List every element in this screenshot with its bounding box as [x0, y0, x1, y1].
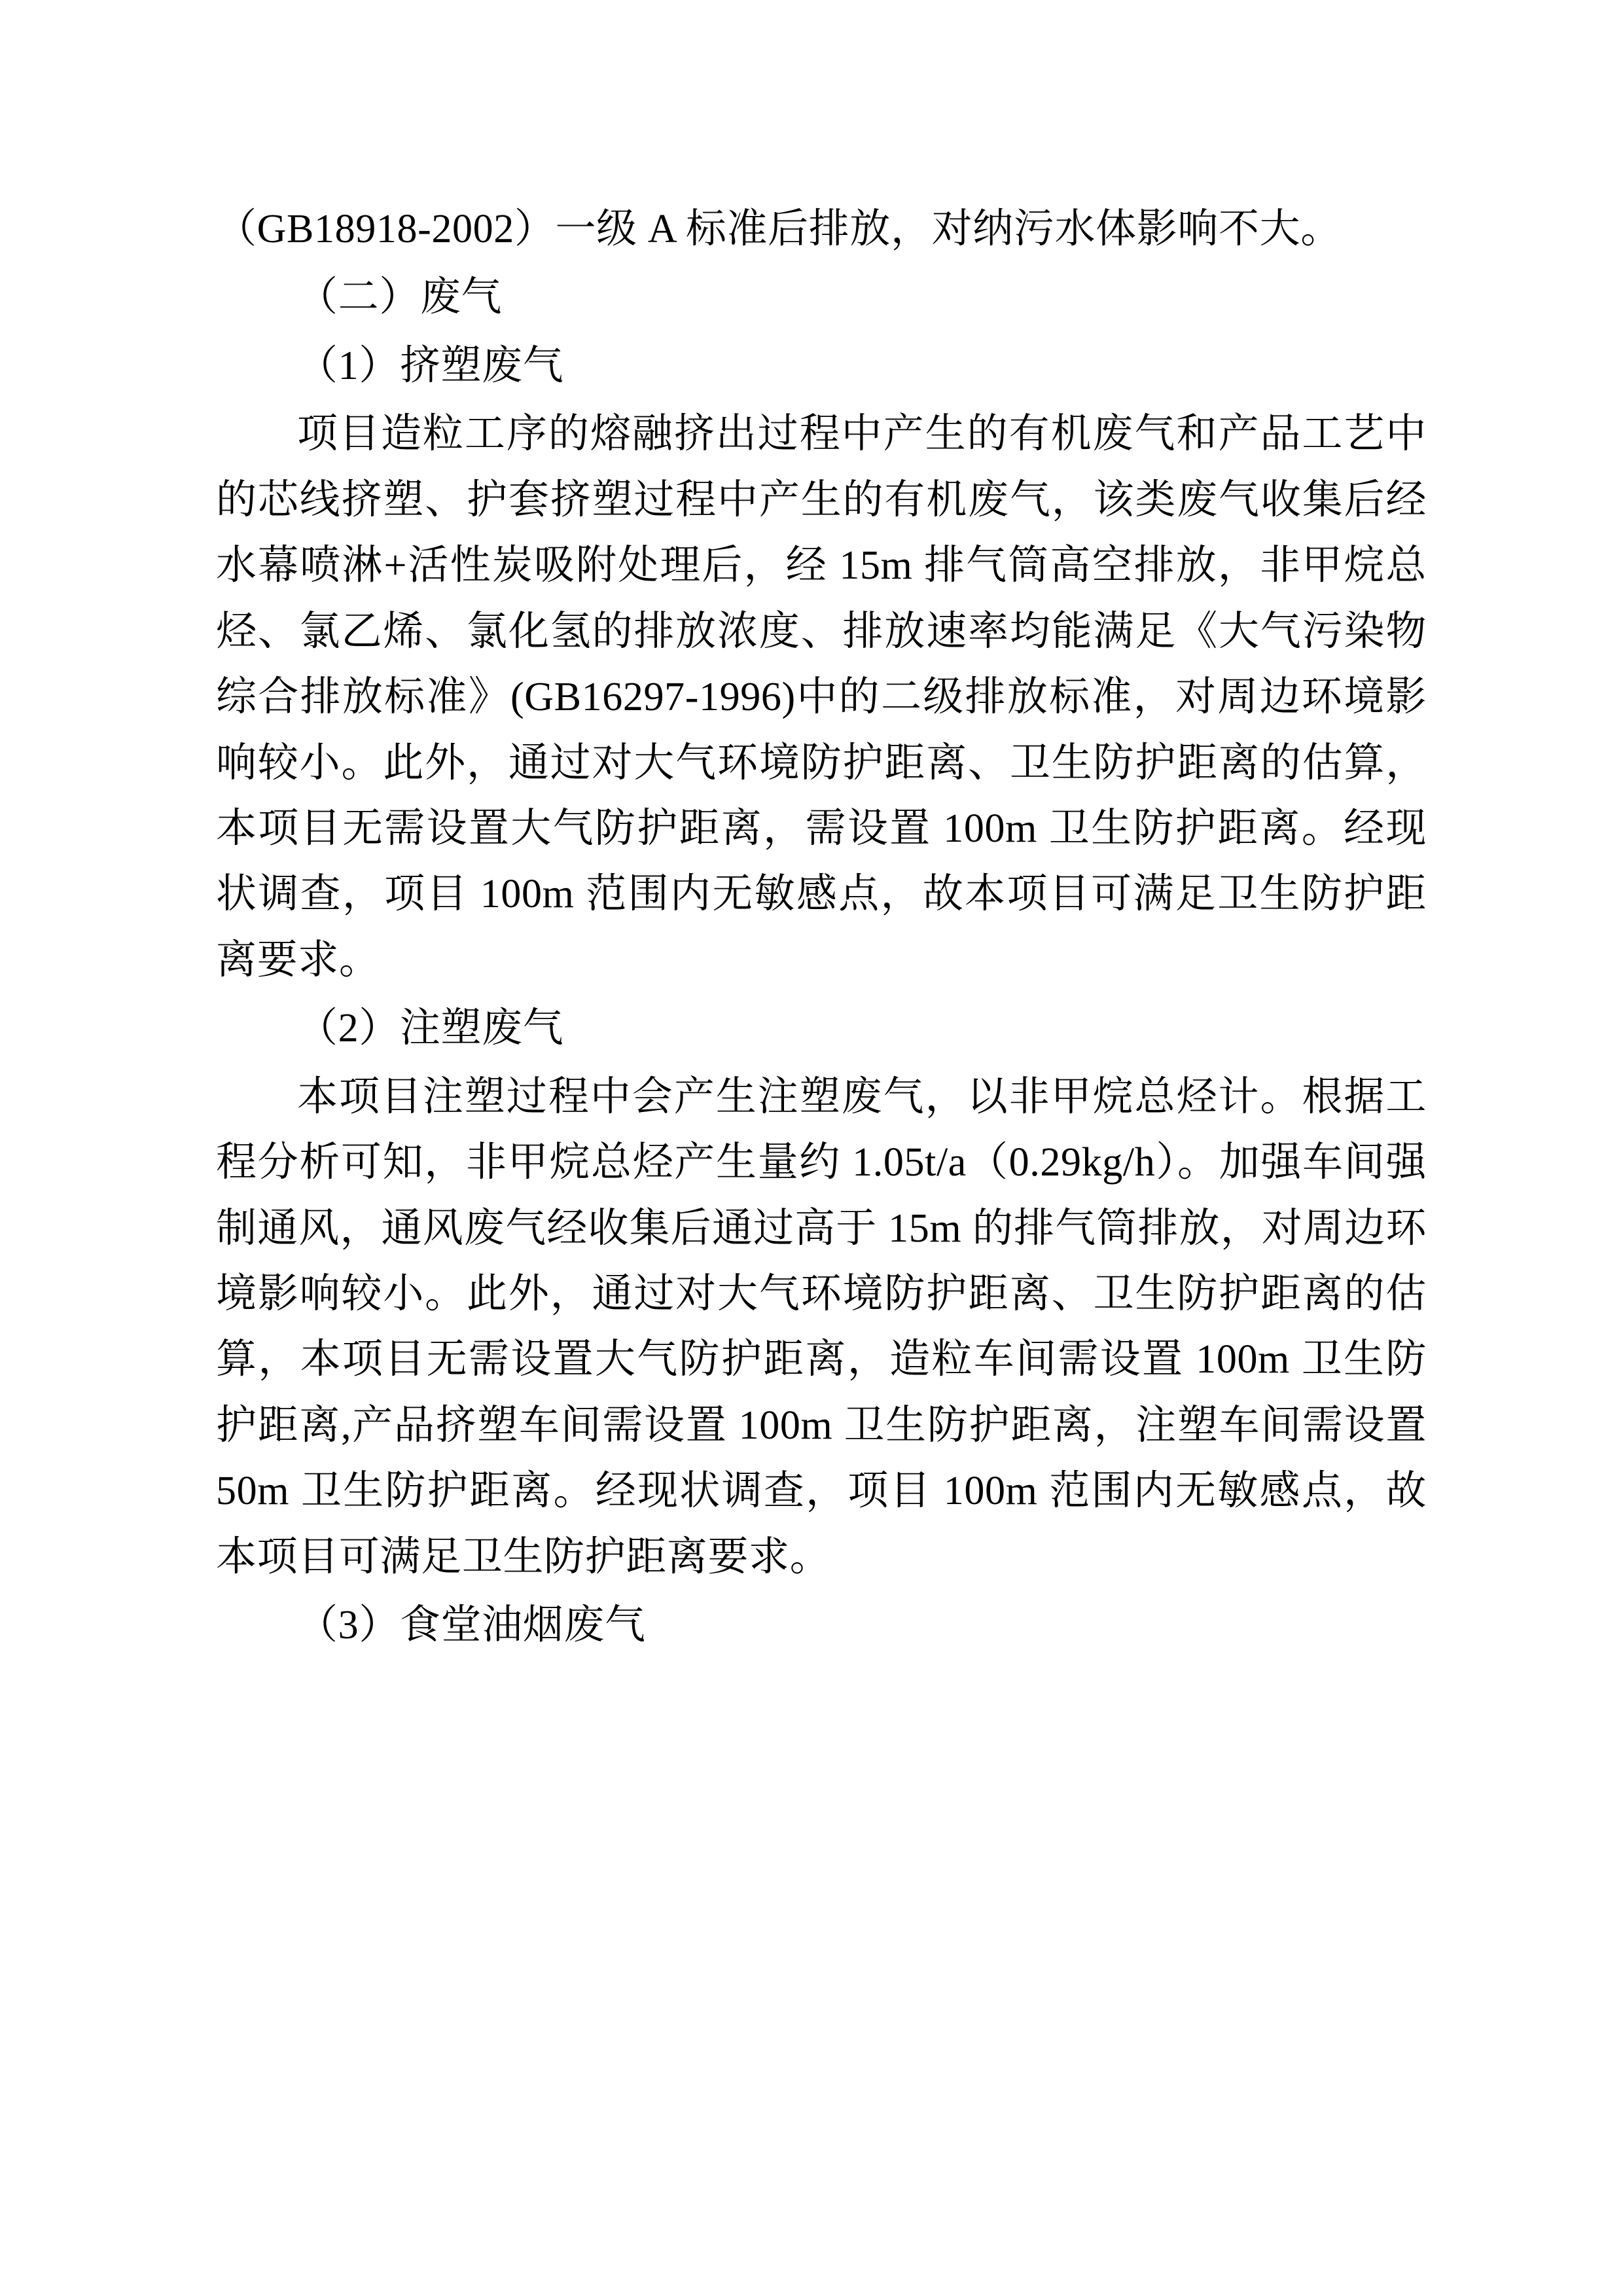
heading-canteen-fume-waste-gas: （3）食堂油烟废气	[297, 1603, 646, 1648]
document-body	[216, 196, 1427, 1659]
heading-extrusion-waste-gas: （1）挤塑废气	[297, 343, 564, 388]
heading-waste-gas: （二）废气	[297, 275, 503, 320]
heading-injection-waste-gas: （2）注塑废气	[297, 1006, 564, 1051]
paragraph-injection-waste-gas: 本项目注塑过程中会产生注塑废气，以非甲烷总烃计。根据工程分析可知，非甲烷总烃产生量约 1.05t/a（0.29kg/h）。加强车间强制通风，通风废气经收集后通过高于 15m 的排气筒排放，对周边环境影响较小。此外，通过对大气环境防护距离、卫生防护距离的估算，本项目无需设置大气防护距离，造粒车间需设置 100m 卫生防护距离,产品挤塑车间需设置 100m 卫生防护距离，注塑车间需设置 50m 卫生防护距离。经现状调查，项目 100m 范围内无敏感点，故本项目可满足卫生防护距离要求。	[216, 1074, 1427, 1579]
paragraph-extrusion-waste-gas: 项目造粒工序的熔融挤出过程中产生的有机废气和产品工艺中的芯线挤塑、护套挤塑过程中产生的有机废气，该类废气收集后经水幕喷淋+活性炭吸附处理后，经 15m 排气筒高空排放，非甲烷总烃、氯乙烯、氯化氢的排放浓度、排放速率均能满足《大气污染物综合排放标准》(GB16297-1996)中的二级排放标准，对周边环境影响较小。此外，通过对大气环境防护距离、卫生防护距离的估算，本项目无需设置大气防护距离，需设置 100m 卫生防护距离。经现状调查，项目 100m 范围内无敏感点，故本项目可满足卫生防护距离要求。	[216, 412, 1427, 982]
paragraph-standard-discharge: （GB18918-2002）一级 A 标准后排放，对纳污水体影响不大。	[216, 207, 1342, 251]
